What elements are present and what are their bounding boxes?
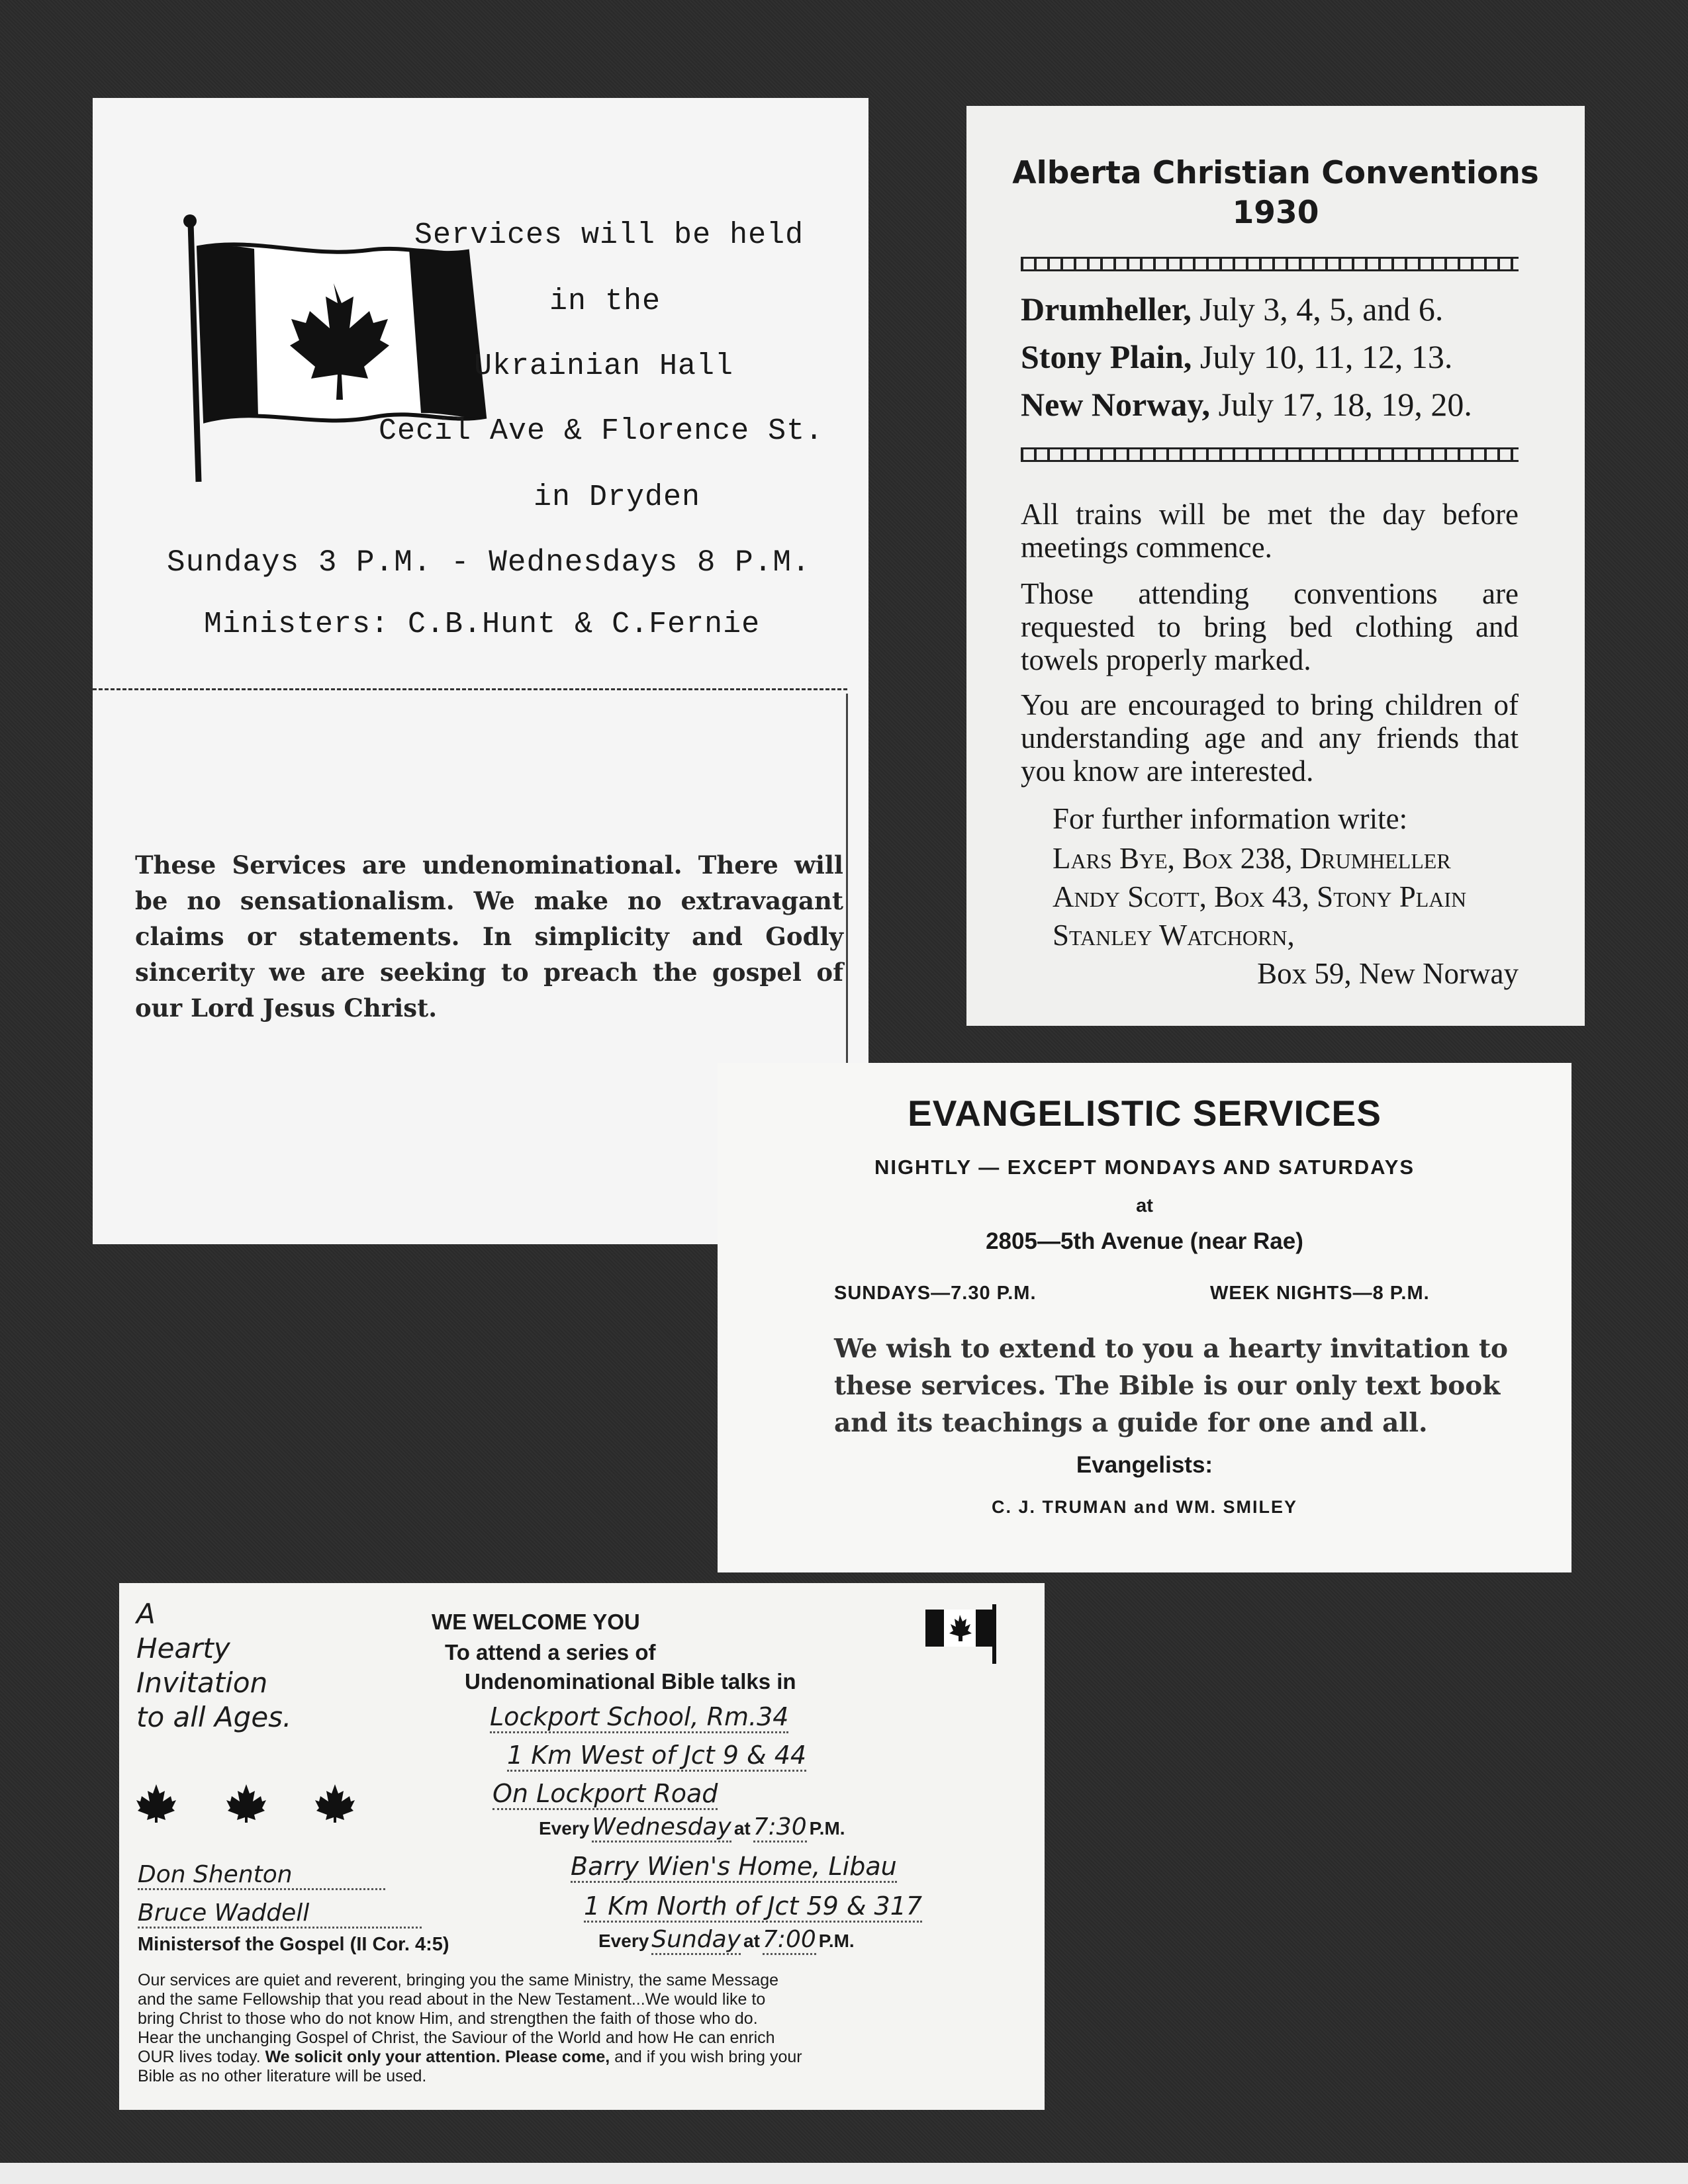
location1-line: On Lockport Road [492, 1779, 718, 1810]
dryden-line-4: Cecil Ave & Florence St. [379, 414, 824, 448]
evangelistic-body-line: these services. The Bible is our only text book [834, 1371, 1501, 1401]
every-label: Every [598, 1931, 649, 1951]
day-value: Sunday [651, 1926, 741, 1955]
footer-line: Bible as no other literature will be used. [138, 2067, 427, 2085]
lockport-footer [138, 1971, 1031, 2086]
time-value: 7:00 [763, 1926, 816, 1955]
dryden-line-2: in the [549, 285, 661, 318]
evangelistic-weeknights: WEEK NIGHTS—8 P.M. [1210, 1283, 1430, 1304]
lockport-invitation-clipping [119, 1583, 1045, 2110]
rope-divider [1021, 447, 1519, 462]
alberta-paragraph: Those attending conventions are requested to bring bed clothing and towels properly marked. [1021, 577, 1519, 676]
wednesday-time-row [539, 1813, 845, 1843]
evangelistic-schedule: NIGHTLY — EXCEPT MONDAYS AND SATURDAYS [874, 1156, 1415, 1179]
location2-line: 1 Km North of Jct 59 & 317 [584, 1891, 922, 1923]
location1-line: Lockport School, Rm.34 [490, 1702, 788, 1733]
schedule-place: Drumheller, [1021, 291, 1192, 328]
invite-line: Invitation [136, 1666, 268, 1699]
footer-line: and the same Fellowship that you read about in the New Testament...We would like to [138, 1990, 766, 2009]
location2-line: Barry Wien's Home, Libau [571, 1852, 897, 1883]
evangelistic-address: 2805—5th Avenue (near Rae) [986, 1228, 1303, 1254]
evangelists-names: C. J. TRUMAN and WM. SMILEY [992, 1497, 1297, 1517]
at-label: at [743, 1931, 760, 1951]
scanner-edge [0, 2163, 1688, 2184]
dryden-line-1: Services will be held [414, 218, 804, 252]
dryden-line-5: in Dryden [534, 480, 701, 514]
cut-line [93, 688, 847, 692]
evangelistic-sundays: SUNDAYS—7.30 P.M. [834, 1283, 1037, 1304]
at-label: at [733, 1818, 751, 1839]
maple-leaf-icon [135, 1782, 177, 1824]
footer-line: bring Christ to those who do not know Him, and strengthen the faith of those who do. [138, 2009, 758, 2028]
canadian-flag-icon [920, 1600, 1006, 1666]
contact-line: Box 59, New Norway [1257, 957, 1519, 990]
day-value: Wednesday [592, 1813, 731, 1843]
evangelistic-services-clipping [718, 1063, 1571, 1572]
minister-name: Bruce Waddell [138, 1899, 422, 1929]
schedule-row [1021, 290, 1519, 328]
maple-leaf-icon [314, 1782, 356, 1824]
alberta-year: 1930 [1232, 195, 1319, 231]
alberta-paragraph: You are encouraged to bring children of understanding age and any friends that you know are interested. [1021, 688, 1519, 788]
schedule-dates: July 3, 4, 5, and 6. [1199, 291, 1444, 328]
dryden-paragraph: These Services are undenominational. There will be no sensationalism. We make no extravagant claims or statements. In simplicity and Godly sincerity we are seeking to preach the gospel of our Lord Jesus Christ. [135, 850, 843, 1023]
welcome-heading: WE WELCOME YOU [432, 1610, 640, 1634]
attend-line: To attend a series of [445, 1640, 656, 1664]
footer-line: OUR lives today. We solicit only your attention. Please come, and if you wish bring your [138, 2048, 802, 2066]
every-label: Every [539, 1818, 590, 1839]
footer-line: Hear the unchanging Gospel of Christ, the Saviour of the World and how He can enrich [138, 2028, 775, 2047]
maple-leaf-icon [225, 1782, 267, 1824]
invite-line: to all Ages. [136, 1701, 292, 1733]
schedule-place: New Norway, [1021, 386, 1211, 423]
schedule-dates: July 10, 11, 12, 13. [1199, 338, 1453, 375]
contact-line: Andy Scott, Box 43, Stony Plain [1053, 880, 1467, 913]
schedule-row [1021, 338, 1519, 376]
invite-line: Hearty [136, 1632, 230, 1664]
contact-line: Lars Bye, Box 238, Drumheller [1053, 842, 1451, 875]
schedule-place: Stony Plain, [1021, 338, 1192, 375]
alberta-paragraph: All trains will be met the day before meetings commence. [1021, 498, 1519, 564]
dryden-schedule: Sundays 3 P.M. - Wednesdays 8 P.M. [167, 545, 811, 580]
bible-talks-line: Undenominational Bible talks in [465, 1669, 796, 1694]
location1-line: 1 Km West of Jct 9 & 44 [507, 1741, 806, 1772]
evangelistic-title: EVANGELISTIC SERVICES [908, 1093, 1382, 1134]
minister-name: Don Shenton [138, 1861, 385, 1890]
footer-line: Our services are quiet and reverent, bringing you the same Ministry, the same Message [138, 1971, 779, 1989]
rope-divider [1021, 257, 1519, 271]
alberta-title: Alberta Christian Conventions [1012, 155, 1539, 191]
ministers-label: Ministersof the Gospel (II Cor. 4:5) [138, 1934, 449, 1955]
sunday-time-row [598, 1926, 855, 1955]
evangelistic-body-line: and its teachings a guide for one and all. [834, 1408, 1428, 1438]
invite-line: A [136, 1598, 156, 1630]
pm-label: P.M. [818, 1931, 855, 1951]
dryden-ministers: Ministers: C.B.Hunt & C.Fernie [204, 608, 761, 641]
evangelistic-at: at [1136, 1195, 1153, 1216]
contact-line: Stanley Watchorn, [1053, 919, 1295, 952]
alberta-conventions-clipping [966, 106, 1585, 1026]
evangelists-label: Evangelists: [1076, 1452, 1213, 1478]
schedule-row [1021, 385, 1519, 424]
time-value: 7:30 [753, 1813, 807, 1843]
evangelistic-body-line: We wish to extend to you a hearty invitation to [834, 1334, 1509, 1364]
schedule-dates: July 17, 18, 19, 20. [1218, 386, 1472, 423]
pm-label: P.M. [809, 1818, 845, 1839]
contact-intro: For further information write: [1053, 802, 1408, 835]
dryden-line-3: Ukrainian Hall [474, 349, 734, 383]
